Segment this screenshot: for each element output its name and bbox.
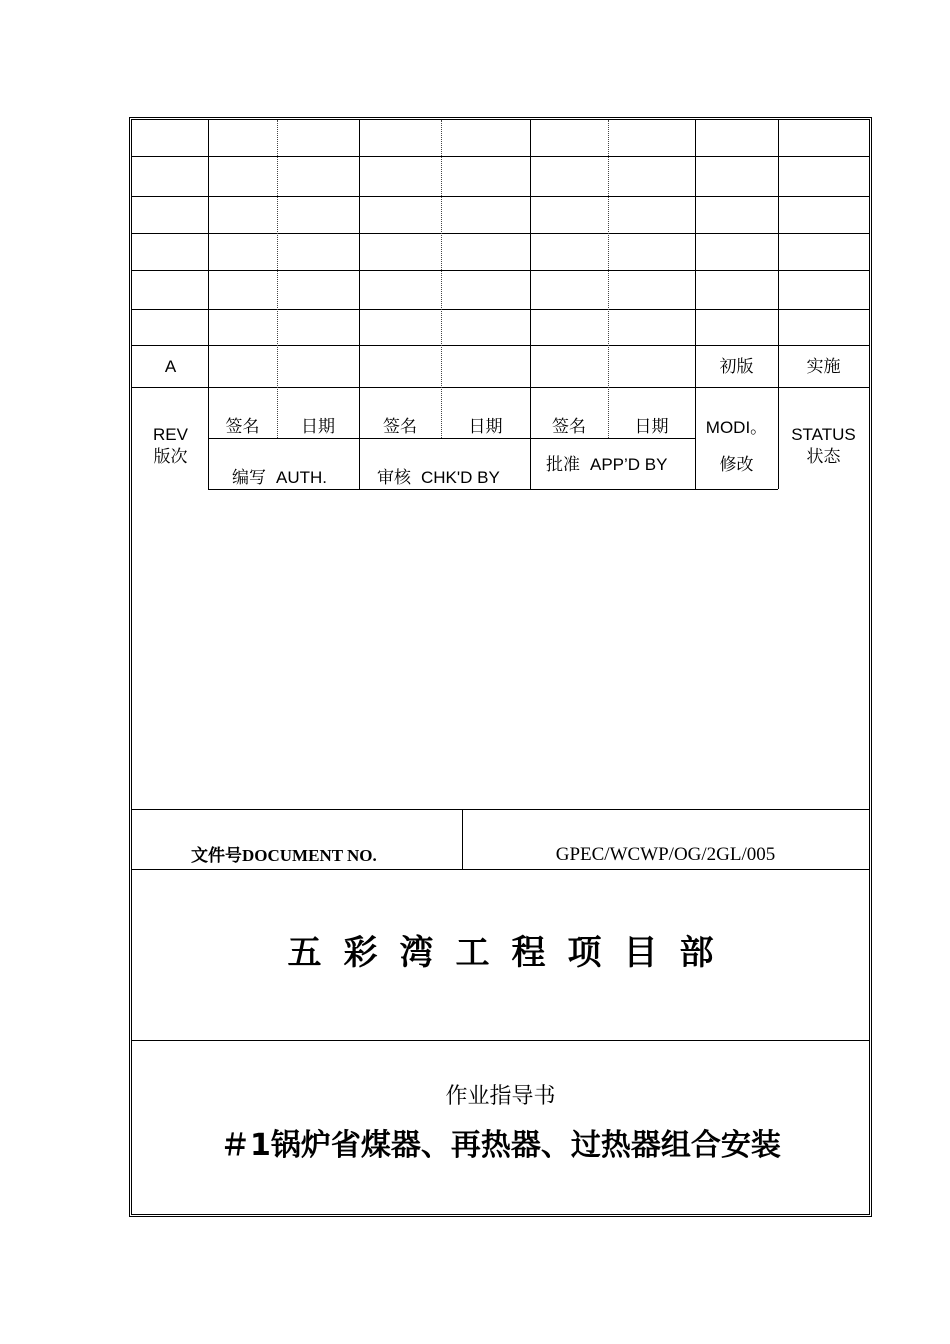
document-cover-frame <box>129 117 872 1217</box>
auth-sign-label: 签名 <box>225 417 260 437</box>
auth-role-label: 编写 AUTH. <box>232 468 327 488</box>
modi-header-en: MODI。 <box>705 418 768 437</box>
status-value-implement: 实施 <box>806 357 841 377</box>
status-header-en: STATUS <box>791 425 856 444</box>
document-number-label: 文件号DOCUMENT NO. <box>191 846 377 865</box>
rev-value-a: A <box>164 357 177 376</box>
organization-title: 五彩湾工程项目部 <box>287 933 736 973</box>
document-main-title: ＃1锅炉省煤器、再热器、过热器组合安装 <box>220 1128 781 1163</box>
app-sign-label: 签名 <box>552 417 586 437</box>
chk-sign-label: 签名 <box>383 417 417 437</box>
rev-header-en: REV <box>153 425 188 444</box>
document-type: 作业指导书 <box>445 1084 556 1109</box>
modi-header-cn: 修改 <box>719 455 754 475</box>
rev-header-cn: 版次 <box>153 447 188 467</box>
modi-value-initial: 初版 <box>719 357 754 377</box>
document-number-value: GPEC/WCWP/OG/2GL/005 <box>555 844 776 865</box>
chk-role-label: 审核 CHK'D BY <box>377 468 500 488</box>
status-header-cn: 状态 <box>806 447 841 467</box>
app-role-label: 批准 APP’D BY <box>546 455 668 475</box>
chk-date-label: 日期 <box>468 417 503 437</box>
app-date-label: 日期 <box>634 417 669 437</box>
auth-date-label: 日期 <box>301 417 335 437</box>
